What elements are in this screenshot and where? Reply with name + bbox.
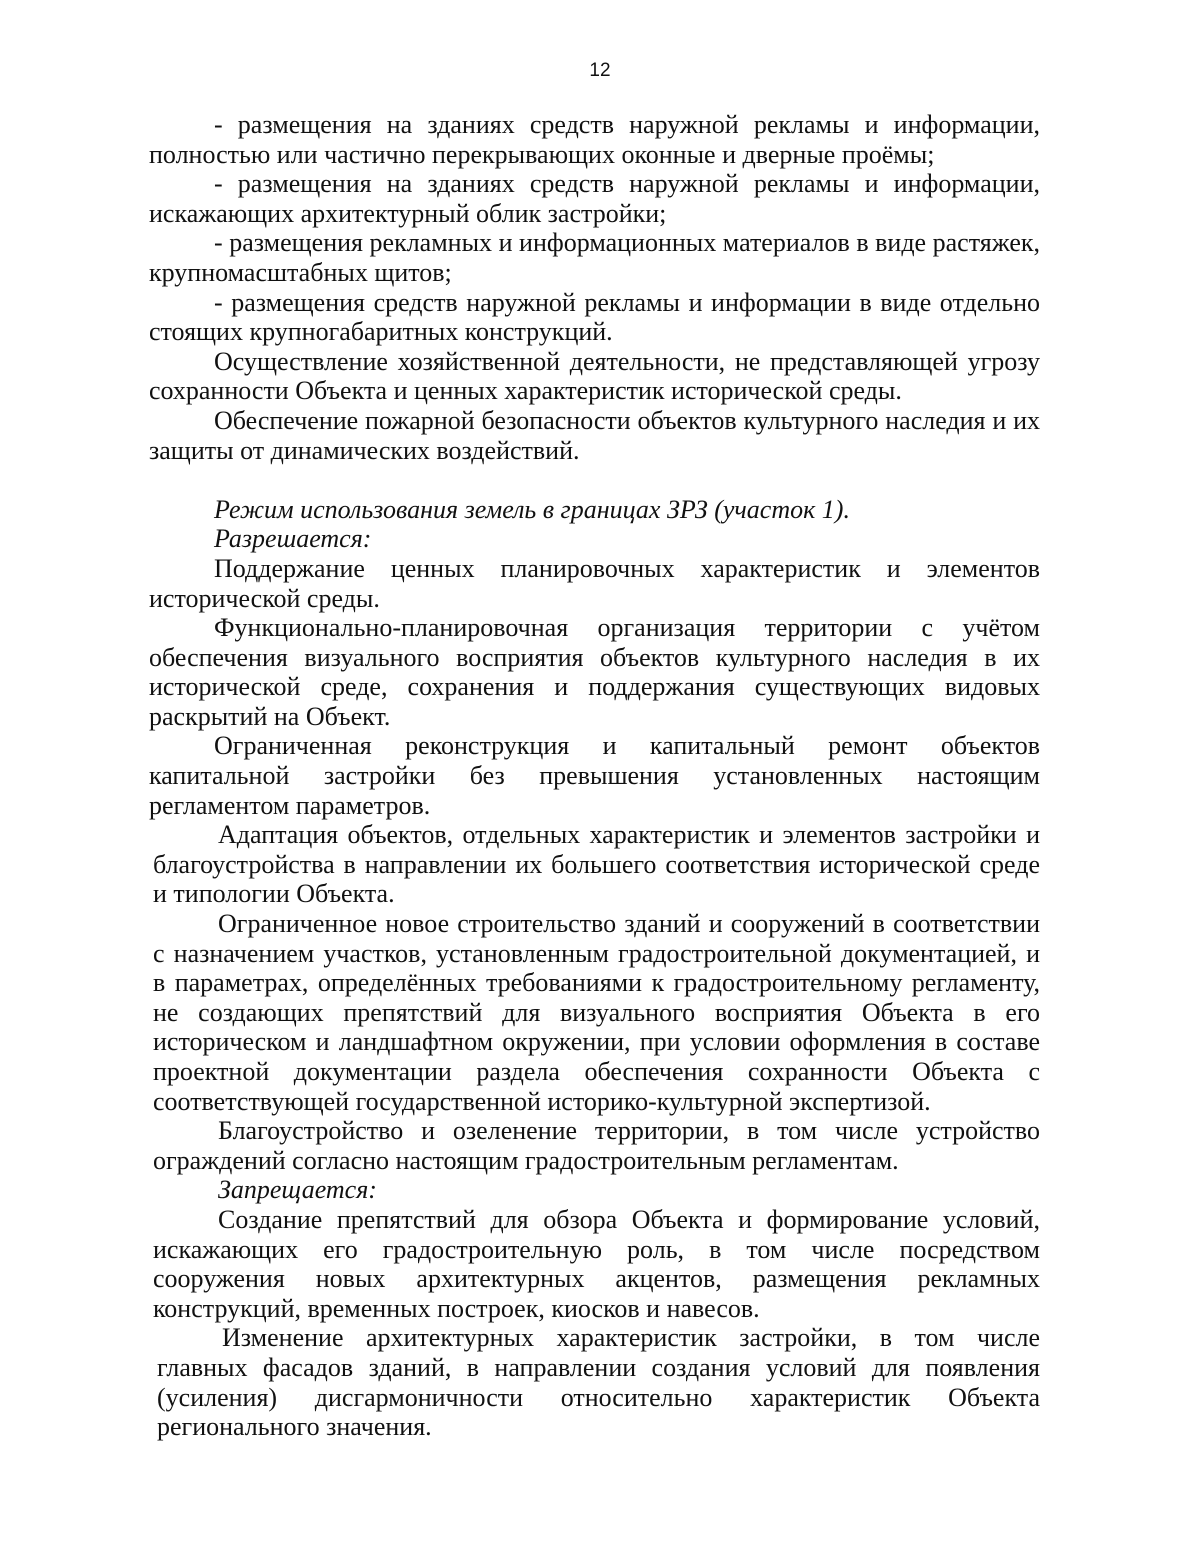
intro-paragraph: Осуществление хозяйственной деятельности, не представляющей угрозу сохранности Объекта и ценных характеристик исторической среды. bbox=[149, 346, 1040, 406]
intro-paragraph: Обеспечение пожарной безопасности объектов культурного наследия и их защиты от динамических воздействий. bbox=[149, 405, 1040, 465]
intro-paragraph: - размещения на зданиях средств наружной рекламы и информации, полностью или частично перекрывающих оконные и дверные проёмы; bbox=[149, 110, 1040, 169]
intro-paragraph: - размещения рекламных и информационных материалов в виде растяжек, крупномасштабных щитов; bbox=[149, 228, 1040, 287]
allowed-paragraph: Ограниченное новое строительство зданий и сооружений в соответствии с назначением участков, установленным градостроительной документацией, и в параметрах, определённых требованиями к градостроительному регламенту, не создающих препятствий для визуального восприятия Объекта в его историческом и ландшафтном окружении, при условии оформления в составе проектной документации раздела обеспечения сохранности Объекта с соответствующей государственной историко-культурной экспертизой. bbox=[153, 909, 1040, 1116]
section-spacer bbox=[149, 465, 1040, 495]
allowed-paragraph: Адаптация объектов, отдельных характеристик и элементов застройки и благоустройства в направлении их большего соответствия исторической среде и типологии Объекта. bbox=[153, 820, 1040, 909]
forbidden-heading: Запрещается: bbox=[218, 1175, 377, 1205]
intro-paragraph: - размещения на зданиях средств наружной рекламы и информации, искажающих архитектурный облик застройки; bbox=[149, 169, 1040, 228]
allowed-paragraph: Ограниченная реконструкция и капитальный ремонт объектов капитальной застройки без превышения установленных настоящим регламентом параметров. bbox=[149, 731, 1040, 820]
allowed-paragraph: Функционально-планировочная организация территории с учётом обеспечения визуального восприятия объектов культурного наследия в их исторической среде, сохранения и поддержания существующих видовых раскрытий на Объект. bbox=[149, 613, 1040, 731]
section-heading: Режим использования земель в границах ЗРЗ (участок 1). bbox=[214, 494, 850, 524]
forbidden-paragraph: Создание препятствий для обзора Объекта и формирование условий, искажающих его градостроительную роль, в том числе посредством сооружения новых архитектурных акцентов, размещения рекламных конструкций, временных построек, киосков и навесов. bbox=[153, 1204, 1040, 1323]
page-number: 12 bbox=[589, 60, 611, 81]
document-body bbox=[149, 110, 1040, 1442]
allowed-heading: Разрешается: bbox=[214, 524, 372, 554]
allowed-paragraph: Поддержание ценных планировочных характеристик и элементов исторической среды. bbox=[149, 553, 1040, 613]
forbidden-paragraph: Изменение архитектурных характеристик застройки, в том числе главных фасадов зданий, в направлении создания условий для появления (усиления) дисгармоничности относительно характеристик Объекта регионального значения. bbox=[157, 1323, 1040, 1442]
allowed-paragraph: Благоустройство и озеленение территории, в том числе устройство ограждений согласно настоящим градостроительным регламентам. bbox=[153, 1116, 1040, 1175]
intro-paragraph: - размещения средств наружной рекламы и информации в виде отдельно стоящих крупногабаритных конструкций. bbox=[149, 287, 1040, 347]
